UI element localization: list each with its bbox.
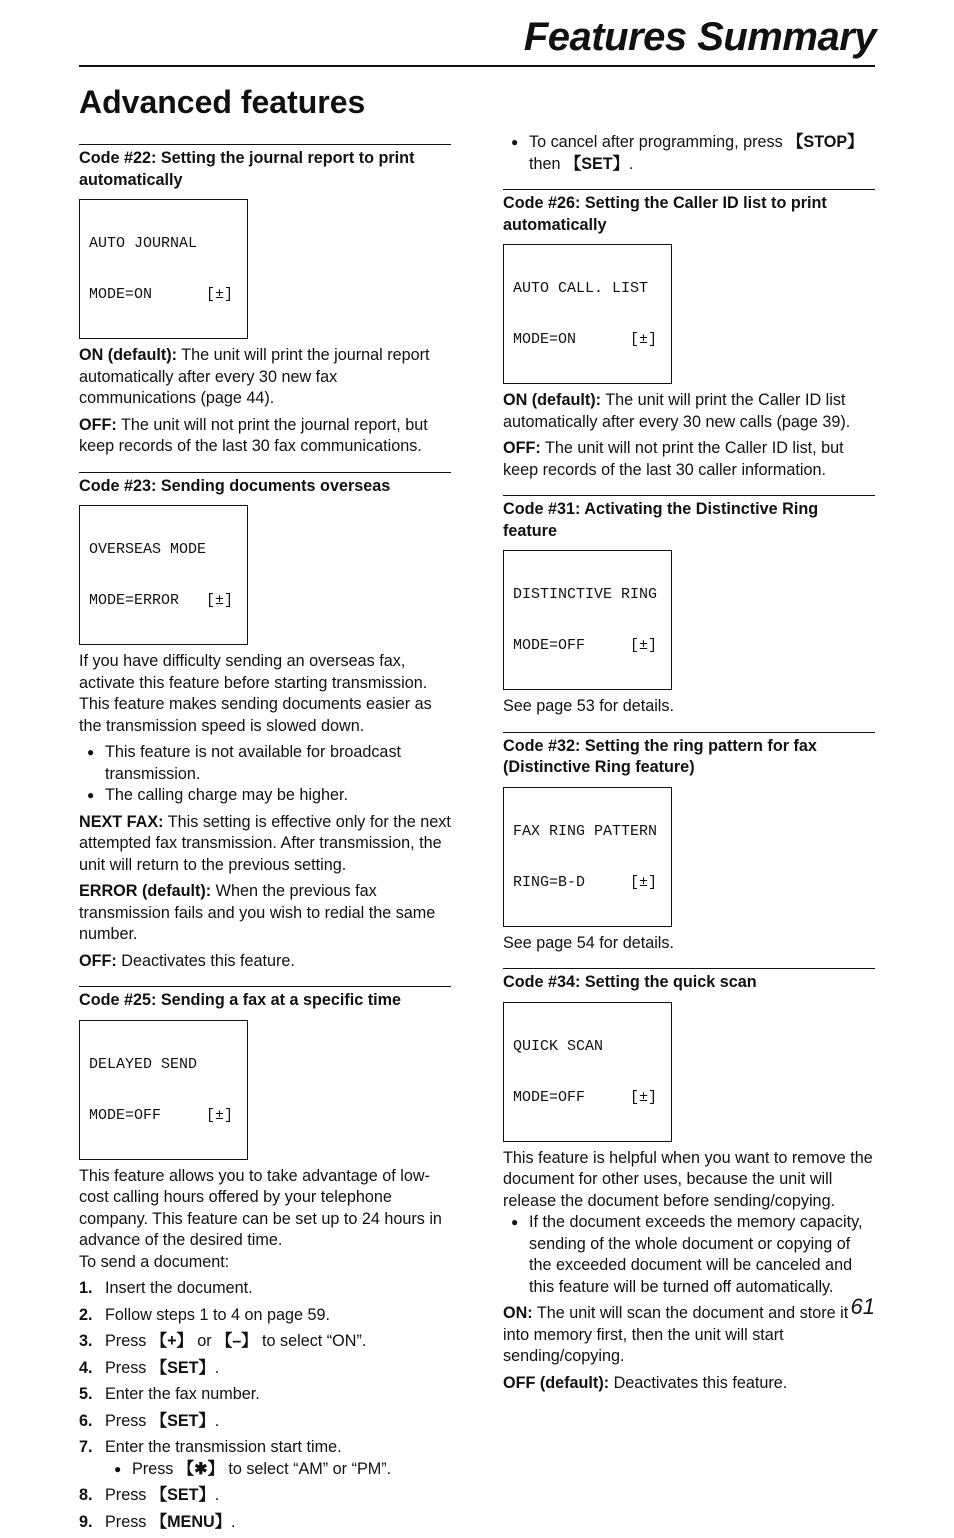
step-text: Insert the document. [105,1279,253,1297]
section-title: Code #25: Sending a fax at a specific time [79,991,402,1009]
page-number: 61 [850,1294,875,1319]
off-description [503,438,875,481]
step-text: . [230,1512,236,1531]
minus-key: 【–】 [216,1332,258,1350]
step-item [79,1512,451,1534]
step-item [79,1437,451,1480]
option-label: ON (default): [79,346,178,364]
lcd-line-1: DELAYED SEND [89,1055,198,1073]
menu-key: 【MENU】 [150,1512,231,1531]
note-list [79,742,451,807]
intro-text: This feature allows you to take advantage of low-cost calling hours offered by your telephone company. This feature can be set up to 24 hours in advance of the desired time. [79,1166,442,1249]
section-code25 [79,986,451,1533]
lcd-display [503,550,672,690]
step-item [79,1305,451,1327]
step-item [79,1358,451,1380]
lcd-line-2: MODE=OFF [±] [513,1088,658,1106]
step-text: to select “AM” or “PM”. [223,1459,392,1478]
step-text: Press [105,1332,151,1350]
plus-key: 【+】 [150,1332,193,1350]
step-item [79,1278,451,1300]
note-text: then [529,154,566,173]
off-description [79,415,451,458]
step-number: 6. [79,1411,93,1430]
cancel-note [503,132,875,175]
step-text: . [214,1358,220,1377]
off-description [79,951,451,973]
header-rule [79,65,875,67]
step-item [79,1331,451,1353]
see-page-text: See page 53 for details. [503,697,674,715]
set-key: 【SET】 [150,1486,215,1504]
lcd-line-2: MODE=OFF [±] [89,1106,234,1124]
nextfax-description [79,812,451,877]
step-number: 4. [79,1358,93,1377]
section-code26 [503,189,875,481]
lcd-line-1: OVERSEAS MODE [89,541,207,558]
step-text: Press [105,1411,151,1430]
section-title: Code #26: Setting the Caller ID list to print automatically [503,194,827,234]
list-item: ● This feature is not available for broadcast transmission. [79,742,451,785]
error-description [79,881,451,946]
option-label: OFF: [79,415,117,434]
section-title: Code #23: Sending documents overseas [79,476,391,495]
lcd-line-1: AUTO CALL. LIST [513,280,649,297]
step-number: 3. [79,1332,93,1350]
option-text: The unit will not print the Caller ID list, but keep records of the last 30 caller information. [503,439,844,479]
section-title: Code #31: Activating the Distinctive Ring feature [503,500,819,540]
option-label: ON (default): [503,391,602,409]
section-title: Code #32: Setting the ring pattern for fax (Distinctive Ring feature) [503,736,817,776]
see-page-text: See page 54 for details. [503,933,674,952]
step-text: to select “ON”. [257,1332,367,1350]
step-text: Enter the transmission start time. [105,1438,342,1456]
lcd-line-2: MODE=ON [±] [89,286,234,303]
section-code32 [503,732,875,955]
on-description [503,1303,875,1368]
page-heading: Advanced features [79,84,366,120]
option-text: Deactivates this feature. [609,1373,788,1392]
step-text: Press [105,1512,151,1531]
list-item: ● The calling charge may be higher. [79,785,451,807]
lcd-display [503,1002,672,1142]
stop-key: 【STOP】 [787,133,864,151]
option-text: This setting is effective only for the next attempted fax transmission. After transmission, the unit will return to the previous setting. [79,812,451,874]
lcd-line-1: FAX RING PATTERN [513,822,658,840]
option-label: NEXT FAX: [79,812,164,831]
option-text: The unit will print the Caller ID list automatically after every 30 new calls (page 39). [503,391,851,431]
step-number: 8. [79,1486,93,1504]
set-key: 【SET】 [565,154,629,173]
step-item [79,1411,451,1433]
list-item [105,1459,451,1481]
lcd-display [79,199,248,339]
section-title: Code #34: Setting the quick scan [503,973,757,991]
header-title: Features Summary [523,15,876,59]
option-label: ON: [503,1304,533,1322]
section-code23 [79,472,451,973]
lcd-display [79,1020,248,1160]
lcd-line-2: RING=B-D [±] [513,873,658,891]
section-title: Code #22: Setting the journal report to print automatically [79,149,415,189]
step-text: Press [132,1459,178,1478]
lcd-line-1: QUICK SCAN [513,1037,604,1055]
step-text: Enter the fax number. [105,1385,260,1403]
lcd-line-2: MODE=ERROR [±] [89,592,234,609]
step-item [79,1485,451,1507]
intro-text: This feature is helpful when you want to remove the document for other uses, because the unit will release the document before sending/copying. [503,1148,873,1210]
section-code34 [503,968,875,1394]
section-code31 [503,495,875,718]
option-text: The unit will not print the journal report, but keep records of the last 30 fax communications. [79,415,428,455]
option-text: The unit will print the journal report automatically after every 30 new fax communications (page 44). [79,346,430,407]
option-text: Deactivates this feature. [116,951,295,970]
option-label: OFF (default): [503,1373,610,1392]
lcd-line-2: MODE=ON [±] [513,331,658,348]
off-description [503,1373,875,1395]
star-key: 【✱】 [177,1459,224,1478]
lcd-line-2: MODE=OFF [±] [513,637,658,654]
step-text: or [192,1332,217,1350]
note-text: . [628,154,634,173]
step-text: . [214,1411,220,1430]
lcd-display [503,244,672,384]
right-column [503,132,875,1399]
set-key: 【SET】 [150,1411,215,1430]
left-column [79,144,451,1538]
lcd-display [503,787,672,927]
step-list [79,1278,451,1533]
list-item [503,132,875,175]
intro-text: If you have difficulty sending an overseas fax, activate this feature before starting transmission. This feature makes sending documents easier as the transmission speed is slowed down. [79,652,432,735]
section-code22 [79,144,451,458]
note-text: To cancel after programming, press [529,133,788,151]
step-text: Press [105,1486,151,1504]
lcd-line-1: DISTINCTIVE RING [513,586,658,603]
option-text: The unit will scan the document and store it into memory first, then the unit will start sending/copying. [503,1304,849,1365]
step-number: 9. [79,1512,93,1531]
step-number: 7. [79,1438,93,1456]
step-text: . [214,1486,220,1504]
on-description [503,390,875,433]
to-send-text: To send a document: [79,1252,230,1271]
option-label: OFF: [79,951,117,970]
step-item [79,1384,451,1406]
option-label: OFF: [503,439,541,457]
step-number: 5. [79,1385,93,1403]
lcd-line-1: AUTO JOURNAL [89,235,198,252]
lcd-display [79,505,248,645]
step-number: 2. [79,1305,93,1324]
set-key: 【SET】 [150,1358,215,1377]
list-item: ● If the document exceeds the memory capacity, sending of the whole document or copying of the exceeded document will be canceled and this feature will be turned off automatically. [503,1212,875,1298]
sub-list [105,1459,451,1481]
option-text: When the previous fax transmission fails and you wish to redial the same number. [79,882,436,943]
option-label: ERROR (default): [79,882,212,900]
step-text: Press [105,1358,151,1377]
step-text: Follow steps 1 to 4 on page 59. [105,1305,330,1324]
note-list [503,1212,875,1298]
on-description [79,345,451,410]
step-number: 1. [79,1279,93,1297]
